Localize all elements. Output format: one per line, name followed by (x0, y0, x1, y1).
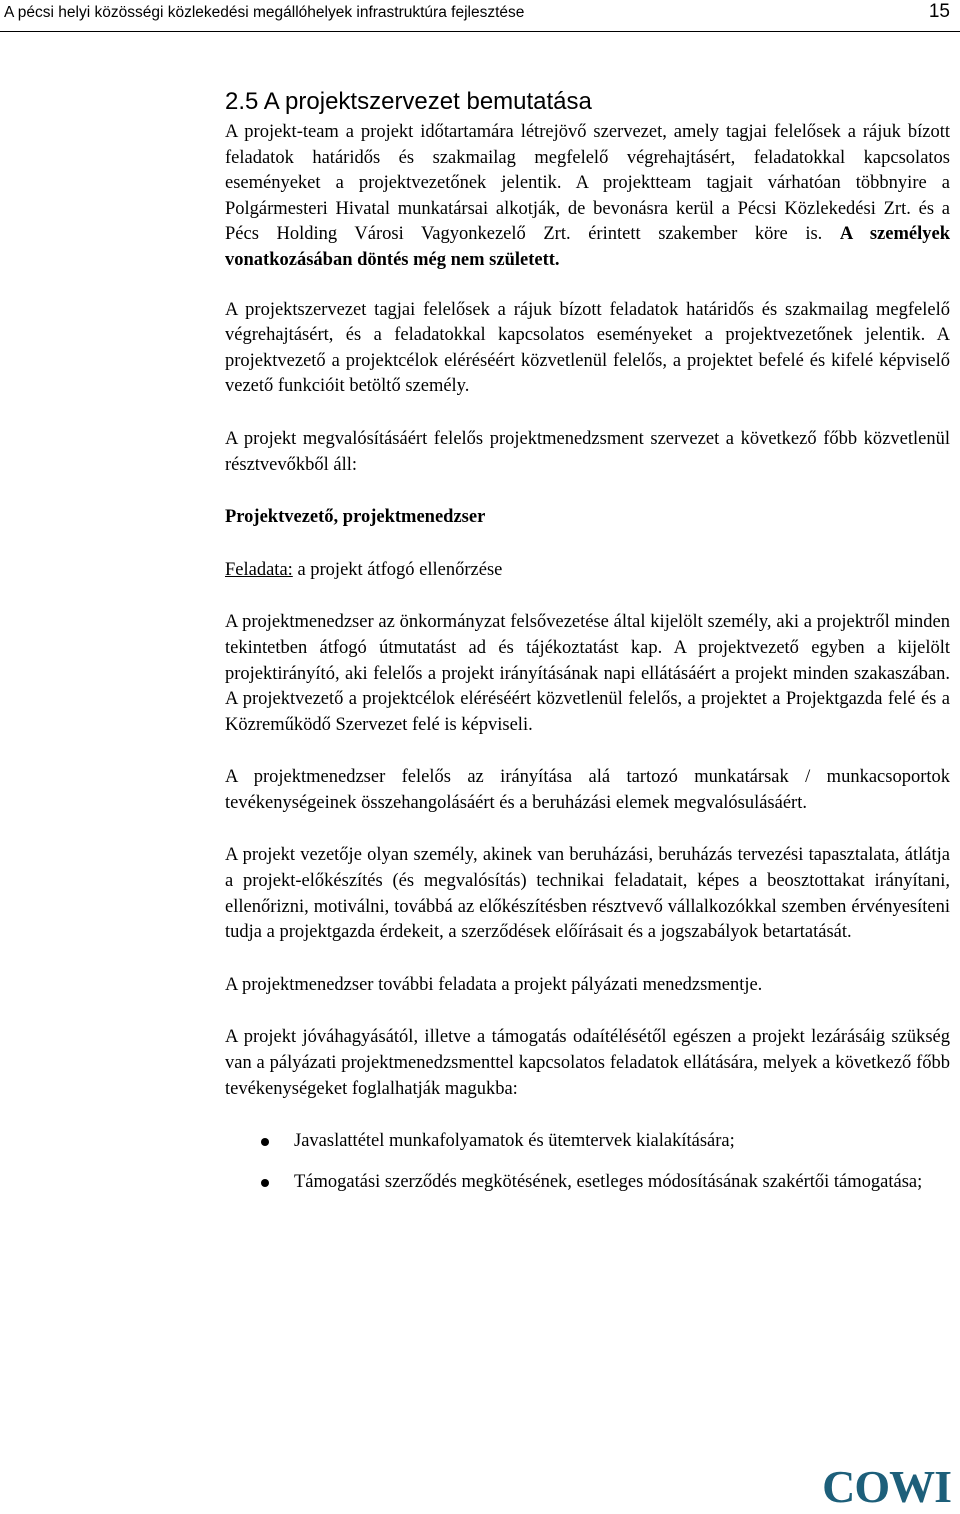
cowi-logo: COWI (822, 1461, 951, 1512)
bullet-icon (261, 1138, 269, 1146)
paragraph-project-team-text: A projekt-team a projekt időtartamára létrejövő szervezet, amely tagjai felelősek a rájuk bízott feladatok határidős és szakmailag megfelelő végrehajtásért, feladatokkal kapcsolatos eseményeket a projektvezetőnek jelentik. A projektteam tagjait várhatóan többnyire a Polgármesteri Hivatal munkatársai alkotják, de bevonásra kerül a Pécsi Közlekedési Zrt. és a Pécs Holding Városi Vagyonkezelő Zrt. érintett szakember köre is. (225, 122, 950, 245)
list-item: Javaslattétel munkafolyamatok és ütemtervek kialakítására; (225, 1129, 950, 1155)
paragraph-project-team (225, 120, 950, 274)
task-list (225, 1129, 950, 1195)
task-line (225, 558, 950, 584)
paragraph-coordination: A projektmenedzser felelős az irányítása alá tartozó munkatársak / munkacsoportok tevékenységeinek összehangolásáért és a beruházási elemek megvalósulásáért. (225, 767, 950, 813)
decision-note: A személyek vonatkozásában döntés még nem született. (225, 224, 950, 270)
paragraph-leader-profile: A projekt vezetője olyan személy, akinek van beruházási, beruházás tervezési tapasztalata, átlátja a projekt-előkészítés (és megvalósítás) technikai feladatait, képes a beosztottakat irányítani, ellenőrizni, motiválni, továbbá az előkészítésben résztvevő vállalkozókkal szemben érvényesíteni tudja a projektgazda érdekeit, a szerződések előírásait és a jogszabályok betartatását. (225, 845, 950, 943)
role-heading: Projektvezető, projektmenedzser (225, 507, 486, 528)
paragraph-management-structure: A projekt megvalósításáért felelős projektmenedzsment szervezet a következő főbb közvetlenül résztvevőkből áll: (225, 428, 950, 475)
list-item: Támogatási szerződés megkötésének, esetleges módosításának szakértői támogatása; (225, 1170, 950, 1196)
paragraph-tasks-intro: A projekt jóváhagyásától, illetve a támogatás odaítélésétől egészen a projekt lezárásáig szükség van a pályázati projektmenedzsmenttel kapcsolatos feladatok ellátására, melyek a következő főbb tevékenységeket foglalhatják magukba: (225, 1027, 950, 1099)
paragraph-organization-members: A projektszervezet tagjai felelősek a rájuk bízott feladatok határidős és szakmailag megfelelő végrehajtásért, és a feladatokkal kapcsolatos eseményeket a projektvezetőnek jelentik. A projektvezető a projektcélok eléréséért közvetlenül felelős, a projektet befelé és kifelé képviselő vezető funkcióit betöltő személy. (225, 299, 950, 397)
paragraph-grant-management: A projektmenedzser további feladata a projekt pályázati menedzsmentje. (225, 974, 763, 995)
header-rule (0, 31, 960, 32)
running-header: A pécsi helyi közösségi közlekedési megállóhelyek infrastruktúra fejlesztése (4, 4, 525, 21)
task-text: a projekt átfogó ellenőrzése (292, 559, 503, 580)
page-number: 15 (928, 1, 950, 22)
task-label: Feladata: (225, 559, 293, 580)
body-text (225, 84, 950, 1210)
paragraph-project-manager: A projektmenedzser az önkormányzat felsővezetése által kijelölt személy, aki a projektről minden tekintetben átfogó útmutatást ad és tájékoztatást kap. A projektvezető egyben a kijelölt projektirányító, aki felelős a projekt irányításának napi ellátásáért a projekt minden szakaszában. A projektvezető a projektcélok eléréséért közvetlenül felelős, a projektet a Projektgazda felé és a Közreműködő Szervezet felé is képviseli. (225, 612, 950, 735)
bullet-icon (261, 1179, 269, 1187)
section-title: 2.5 A projektszervezet bemutatása (225, 88, 592, 115)
